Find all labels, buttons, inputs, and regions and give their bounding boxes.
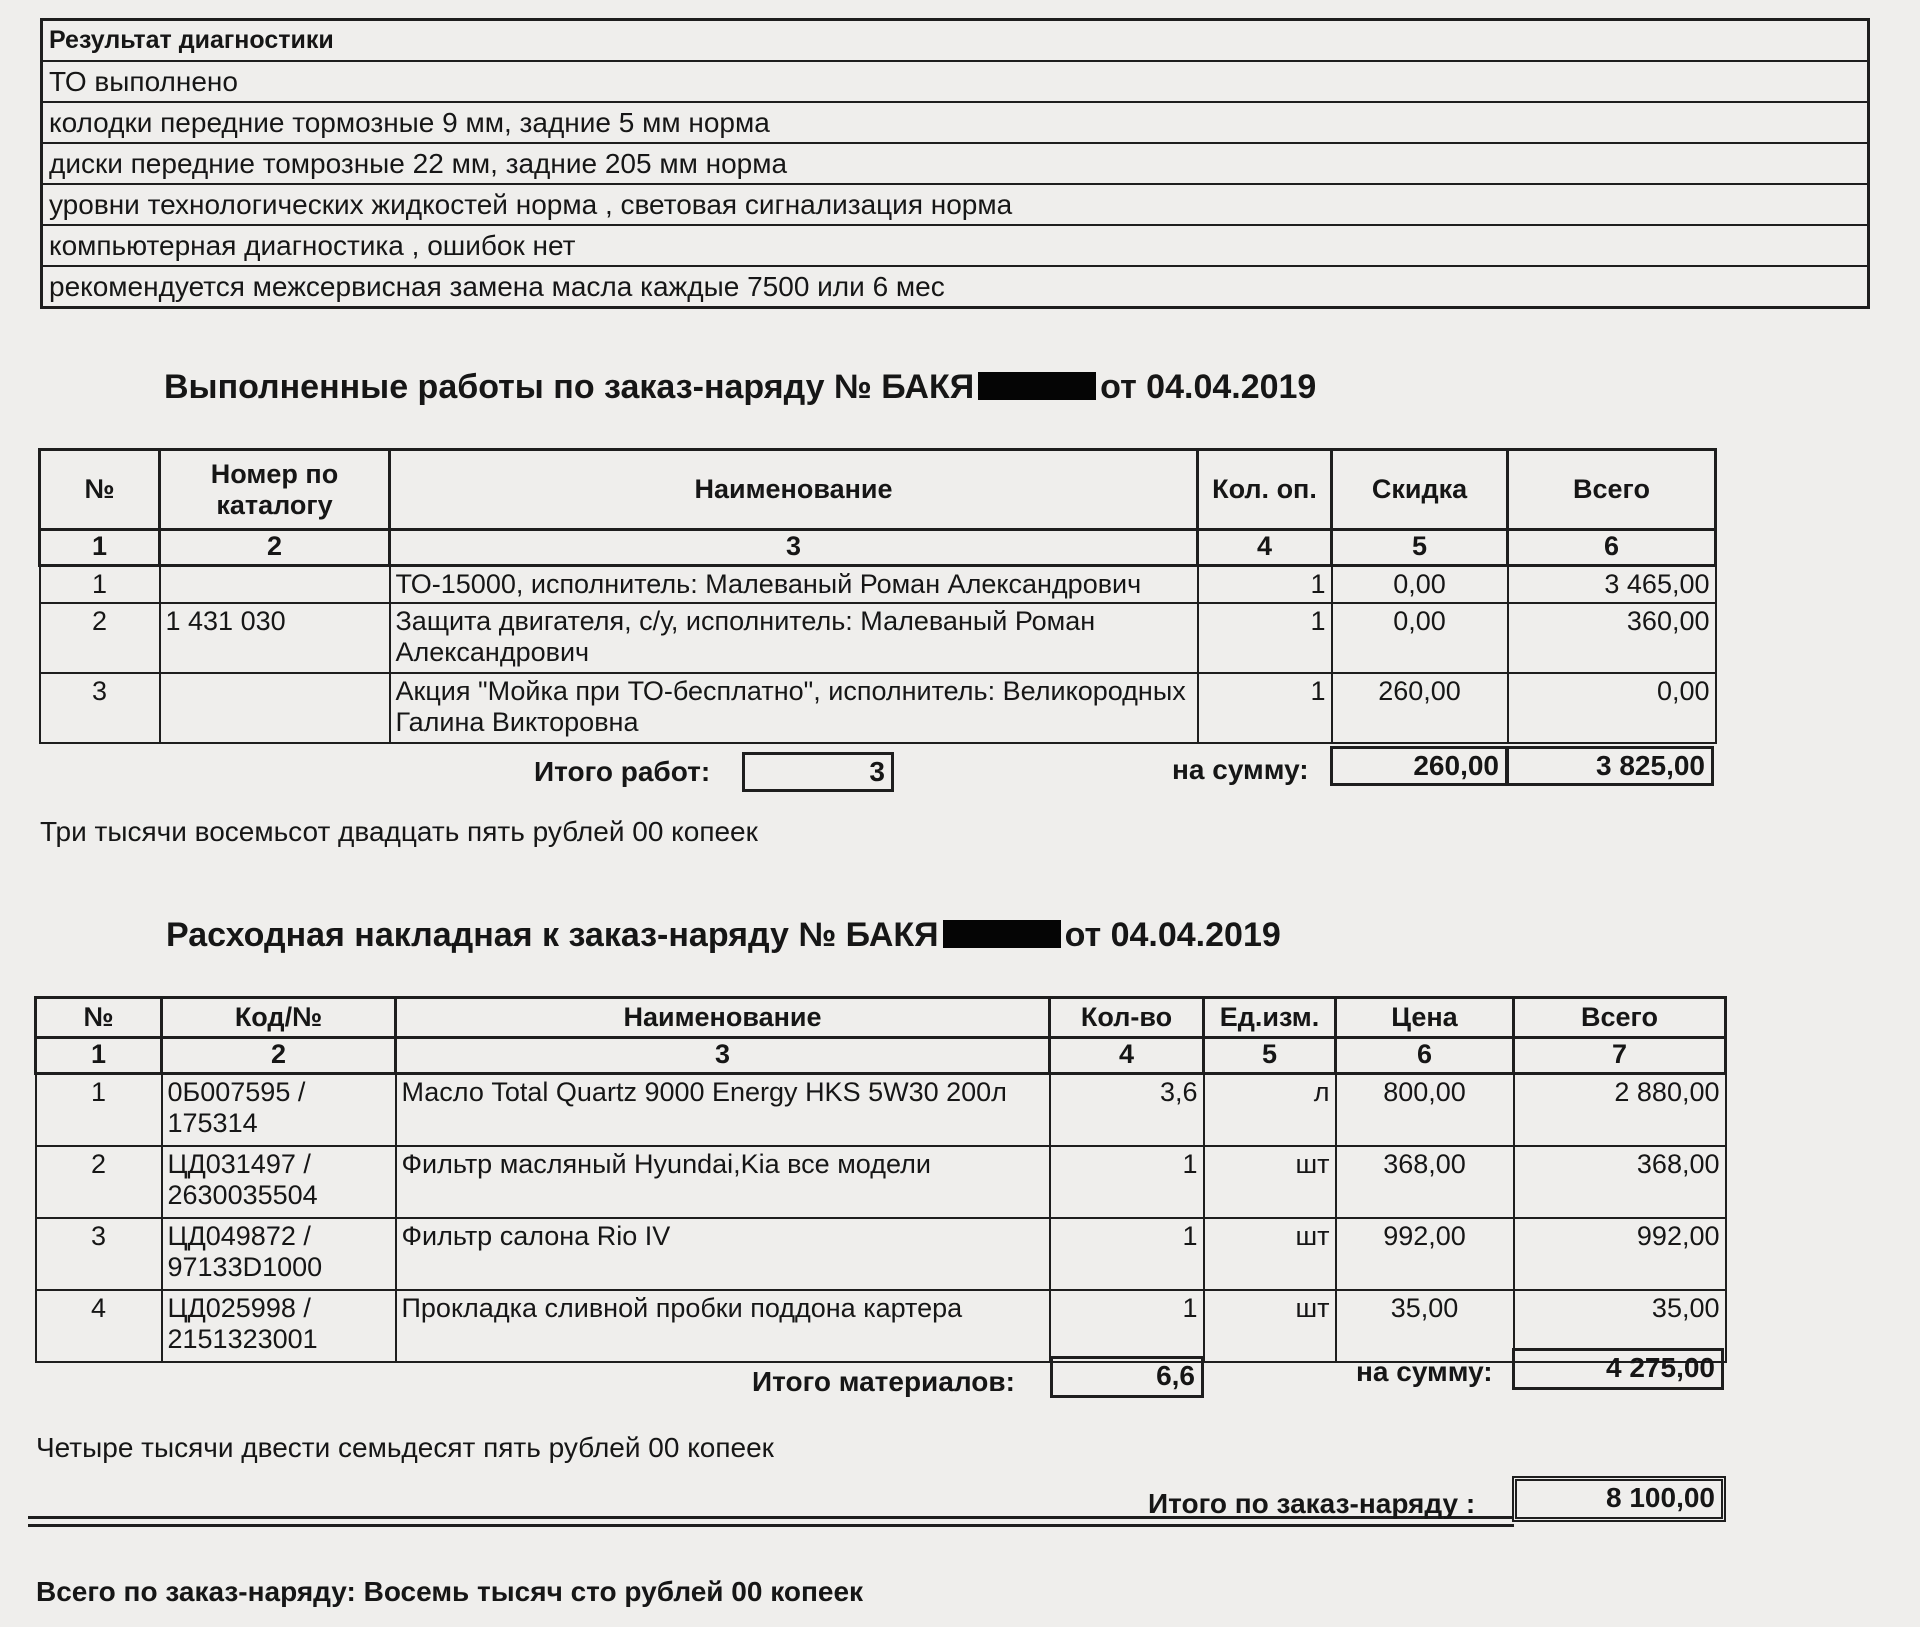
cell-price: 800,00 — [1336, 1074, 1514, 1146]
cell-number: 4 — [36, 1290, 162, 1362]
materials-title-date: от 04.04.2019 — [1064, 916, 1281, 954]
cell-name: Акция "Мойка при ТО-бесплатно", исполнитель: Великородных Галина Викторовна — [390, 673, 1198, 743]
cell-discount: 260,00 — [1332, 673, 1508, 743]
redaction-bar — [978, 372, 1096, 400]
cell-code: ЦД049872 / 97133D1000 — [162, 1218, 396, 1290]
works-header-row — [40, 450, 1716, 530]
col-number: 5 — [1332, 530, 1508, 566]
materials-sum-total: 4 275,00 — [1512, 1348, 1724, 1390]
works-title — [164, 368, 1316, 407]
col-header-total: Всего — [1508, 450, 1716, 530]
col-number: 3 — [390, 530, 1198, 566]
table-row — [40, 566, 1716, 604]
col-number: 4 — [1198, 530, 1332, 566]
cell-number: 1 — [40, 566, 160, 604]
cell-qty: 1 — [1198, 603, 1332, 673]
cell-total: 0,00 — [1508, 673, 1716, 743]
cell-price: 35,00 — [1336, 1290, 1514, 1362]
col-number: 1 — [36, 1038, 162, 1074]
col-number: 6 — [1508, 530, 1716, 566]
works-total-count: 3 — [742, 752, 894, 792]
works-sum-discount: 260,00 — [1330, 746, 1508, 786]
table-row — [36, 1146, 1726, 1218]
grand-total-value: 8 100,00 — [1512, 1476, 1726, 1522]
diagnostics-line: рекомендуется межсервисная замена масла каждые 7500 или 6 мес — [49, 271, 945, 302]
diagnostics-line: ТО выполнено — [43, 62, 1867, 103]
cell-qty: 1 — [1198, 566, 1332, 604]
works-total-label: Итого работ: — [534, 756, 711, 787]
materials-sum-in-words: Четыре тысячи двести семьдесят пять рублей 00 копеек — [36, 1432, 774, 1463]
col-header-number: № — [40, 450, 160, 530]
redaction-bar — [943, 920, 1061, 948]
col-header-number: № — [36, 998, 162, 1038]
cell-unit: л — [1204, 1074, 1336, 1146]
cell-code: ЦД031497 / 2630035504 — [162, 1146, 396, 1218]
cell-total: 368,00 — [1514, 1146, 1726, 1218]
table-row — [40, 603, 1716, 673]
col-header-code: Код/№ — [162, 998, 396, 1038]
grand-total-in-words: Всего по заказ-наряду: Восемь тысяч сто рублей 00 копеек — [36, 1576, 864, 1607]
materials-title — [166, 916, 1281, 955]
diagnostics-box — [40, 18, 1870, 309]
col-number: 2 — [160, 530, 390, 566]
cell-price: 368,00 — [1336, 1146, 1514, 1218]
cell-total: 3 465,00 — [1508, 566, 1716, 604]
materials-total-label: Итого материалов: — [752, 1366, 1015, 1397]
cell-unit: шт — [1204, 1218, 1336, 1290]
works-col-numbers — [40, 530, 1716, 566]
cell-catalog — [160, 566, 390, 604]
table-row — [36, 1074, 1726, 1146]
divider-line — [28, 1524, 1514, 1527]
col-number: 4 — [1050, 1038, 1204, 1074]
col-header-unit: Ед.изм. — [1204, 998, 1336, 1038]
works-table — [38, 448, 1717, 744]
diagnostics-line: уровни технологических жидкостей норма , световая сигнализация норма — [43, 185, 1867, 226]
cell-qty: 1 — [1050, 1146, 1204, 1218]
col-header-name: Наименование — [396, 998, 1050, 1038]
cell-qty: 1 — [1050, 1218, 1204, 1290]
col-header-total: Всего — [1514, 998, 1726, 1038]
table-row — [36, 1218, 1726, 1290]
cell-number: 2 — [36, 1146, 162, 1218]
cell-name: Масло Total Quartz 9000 Energy HKS 5W30 200л — [396, 1074, 1050, 1146]
col-header-discount: Скидка — [1332, 450, 1508, 530]
works-title-date: от 04.04.2019 — [1100, 368, 1317, 406]
diagnostics-header: Результат диагностики — [43, 21, 1867, 62]
col-header-name: Наименование — [390, 450, 1198, 530]
diagnostics-line: колодки передние тормозные 9 мм, задние 5 мм норма — [43, 103, 1867, 144]
cell-number: 3 — [40, 673, 160, 743]
table-row — [36, 1290, 1726, 1362]
col-number: 5 — [1204, 1038, 1336, 1074]
cell-number: 3 — [36, 1218, 162, 1290]
cell-code: 0Б007595 / 175314 — [162, 1074, 396, 1146]
diagnostics-line: компьютерная диагностика , ошибок нет — [43, 226, 1867, 267]
col-number: 3 — [396, 1038, 1050, 1074]
works-sum-total: 3 825,00 — [1506, 746, 1714, 786]
cell-qty: 3,6 — [1050, 1074, 1204, 1146]
cell-discount: 0,00 — [1332, 603, 1508, 673]
works-sum-label: на сумму: — [1172, 754, 1309, 785]
cell-catalog: 1 431 030 — [160, 603, 390, 673]
cell-name: Фильтр салона Rio IV — [396, 1218, 1050, 1290]
materials-header-row — [36, 998, 1726, 1038]
cell-discount: 0,00 — [1332, 566, 1508, 604]
materials-table — [34, 996, 1727, 1363]
cell-catalog — [160, 673, 390, 743]
grand-total-label: Итого по заказ-наряду : — [1148, 1488, 1476, 1519]
materials-col-numbers — [36, 1038, 1726, 1074]
col-header-qty: Кол-во — [1050, 998, 1204, 1038]
col-number: 2 — [162, 1038, 396, 1074]
col-header-price: Цена — [1336, 998, 1514, 1038]
cell-qty: 1 — [1198, 673, 1332, 743]
col-number: 1 — [40, 530, 160, 566]
col-number: 7 — [1514, 1038, 1726, 1074]
materials-total-qty: 6,6 — [1050, 1356, 1204, 1398]
cell-total: 360,00 — [1508, 603, 1716, 673]
works-title-prefix: Выполненные работы по заказ-наряду № БАКЯ — [164, 368, 975, 406]
cell-total: 992,00 — [1514, 1218, 1726, 1290]
cell-total: 35,00 — [1514, 1290, 1726, 1362]
table-row — [40, 673, 1716, 743]
diagnostics-line: диски передние томрозные 22 мм, задние 205 мм норма — [43, 144, 1867, 185]
col-header-catalog: Номер по каталогу — [160, 450, 390, 530]
cell-name: Защита двигателя, с/у, исполнитель: Малеваный Роман Александрович — [390, 603, 1198, 673]
col-header-qty: Кол. оп. — [1198, 450, 1332, 530]
cell-code: ЦД025998 / 2151323001 — [162, 1290, 396, 1362]
cell-qty: 1 — [1050, 1290, 1204, 1362]
cell-unit: шт — [1204, 1290, 1336, 1362]
materials-title-prefix: Расходная накладная к заказ-наряду № БАКЯ — [166, 916, 939, 954]
materials-sum-label: на сумму: — [1356, 1356, 1493, 1387]
cell-total: 2 880,00 — [1514, 1074, 1726, 1146]
col-number: 6 — [1336, 1038, 1514, 1074]
cell-number: 1 — [36, 1074, 162, 1146]
cell-price: 992,00 — [1336, 1218, 1514, 1290]
cell-name: ТО-15000, исполнитель: Малеваный Роман Александрович — [390, 566, 1198, 604]
cell-number: 2 — [40, 603, 160, 673]
cell-unit: шт — [1204, 1146, 1336, 1218]
works-sum-in-words: Три тысячи восемьсот двадцать пять рублей 00 копеек — [40, 816, 758, 847]
cell-name: Фильтр масляный Hyundai,Kia все модели — [396, 1146, 1050, 1218]
cell-name: Прокладка сливной пробки поддона картера — [396, 1290, 1050, 1362]
